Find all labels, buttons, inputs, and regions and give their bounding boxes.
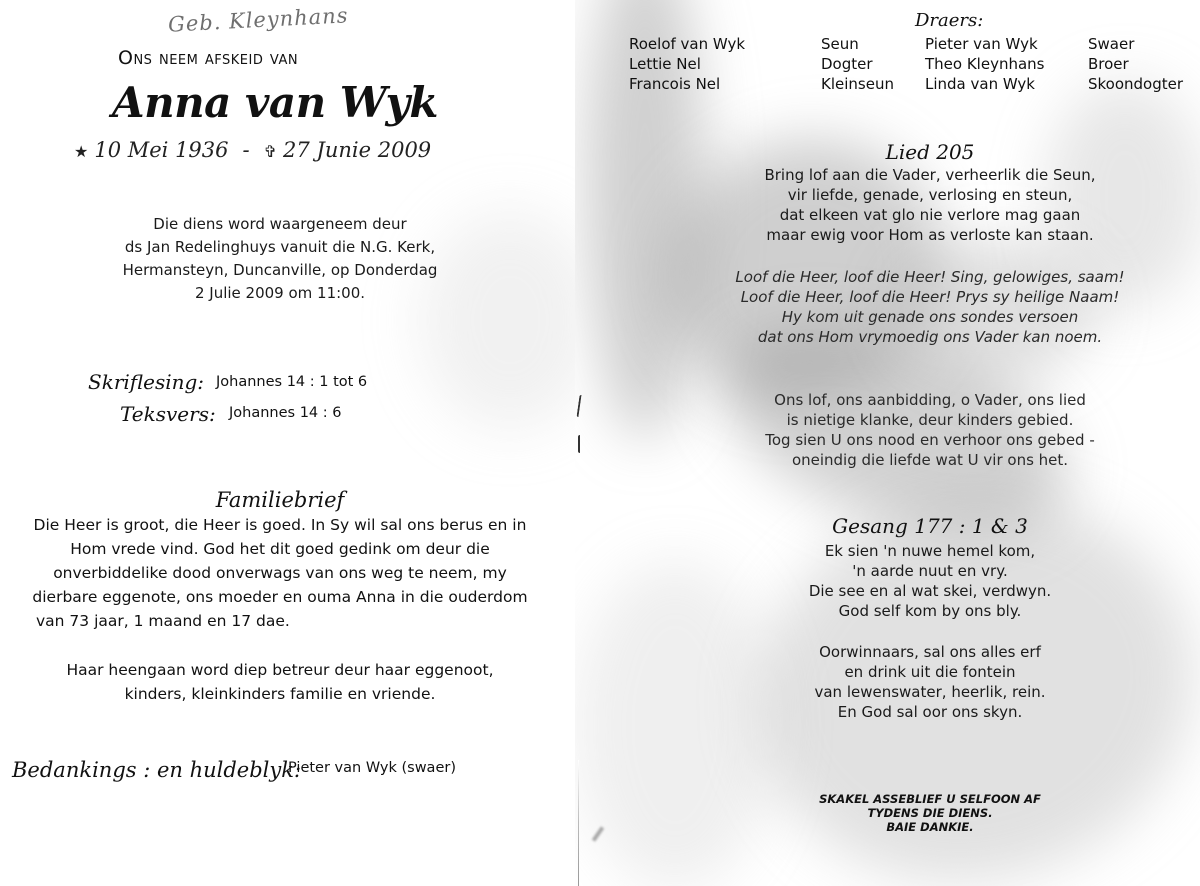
cellphone-notice bbox=[780, 792, 1080, 834]
cross-icon: ✞ bbox=[263, 142, 278, 161]
lyric-line: God self kom by ons bly. bbox=[838, 602, 1022, 620]
text-verse-label: Teksvers: bbox=[120, 402, 216, 426]
lyric-line: vir liefde, genade, verlosing en steun, bbox=[787, 186, 1073, 204]
pallbearer-name: Linda van Wyk bbox=[925, 75, 1035, 93]
hymn-1-chorus bbox=[690, 267, 1170, 347]
hymn-1-verse-1 bbox=[700, 165, 1160, 245]
life-dates bbox=[74, 138, 431, 162]
notice-line: TYDENS DIE DIENS. bbox=[867, 806, 993, 820]
lyric-line: Ons lof, ons aanbidding, o Vader, ons lied bbox=[774, 391, 1086, 409]
service-line: Hermansteyn, Duncanville, op Donderdag bbox=[122, 261, 438, 279]
pallbearer-relation: Kleinseun bbox=[821, 75, 894, 93]
scripture-reading-label: Skriflesing: bbox=[88, 370, 205, 394]
pallbearer-name: Roelof van Wyk bbox=[629, 35, 746, 53]
lyric-line: 'n aarde nuut en vry. bbox=[852, 562, 1008, 580]
pallbearer-name: Pieter van Wyk bbox=[925, 35, 1038, 53]
lyric-line: Loof die Heer, loof die Heer! Sing, gelowiges, saam! bbox=[735, 268, 1125, 286]
hymn-2-title: Gesang 177 : 1 & 3 bbox=[832, 514, 1028, 538]
page-fold bbox=[578, 760, 579, 886]
closing-line: kinders, kleinkinders familie en vriende. bbox=[124, 685, 436, 703]
pallbearer-name: Francois Nel bbox=[629, 75, 721, 93]
lyric-line: Ek sien 'n nuwe hemel kom, bbox=[824, 542, 1036, 560]
pallbearer-relation: Dogter bbox=[821, 55, 873, 73]
family-letter-line: onverbiddelike dood onverwags van ons weg te neem, my bbox=[53, 564, 507, 582]
lyric-line: maar ewig voor Hom as verloste kan staan. bbox=[766, 226, 1094, 244]
pallbearers-title: Draers: bbox=[915, 10, 984, 31]
deceased-name: Anna van Wyk bbox=[112, 78, 439, 127]
family-letter-line: dierbare eggenote, ons moeder en ouma Anna in die ouderdom bbox=[32, 588, 528, 606]
lyric-line: En God sal oor ons skyn. bbox=[837, 703, 1023, 721]
service-line: 2 Julie 2009 om 11:00. bbox=[194, 284, 366, 302]
family-letter-line: van 73 jaar, 1 maand en 17 dae. bbox=[36, 612, 290, 630]
death-date: 27 Junie 2009 bbox=[283, 138, 432, 162]
lyric-line: en drink uit die fontein bbox=[844, 663, 1016, 681]
lyric-line: dat elkeen vat glo nie verlore mag gaan bbox=[779, 206, 1081, 224]
handwritten-note: Geb. Kleynhans bbox=[167, 3, 350, 37]
thanks-value: Pieter van Wyk (swaer) bbox=[288, 760, 456, 776]
closing-line: Haar heengaan word diep betreur deur haar eggenoot, bbox=[66, 661, 494, 679]
family-letter-body bbox=[0, 513, 560, 633]
pallbearer-relation: Swaer bbox=[1088, 35, 1135, 53]
thanks-label: Bedankings : en huldeblyk: bbox=[12, 758, 302, 782]
farewell-preheader: Ons neem afskeid van bbox=[118, 47, 299, 69]
date-separator: - bbox=[242, 138, 250, 162]
lyric-line: Die see en al wat skei, verdwyn. bbox=[808, 582, 1052, 600]
lyric-line: van lewenswater, heerlik, rein. bbox=[814, 683, 1046, 701]
hymn-2-verse-1 bbox=[740, 541, 1120, 621]
text-verse-value: Johannes 14 : 6 bbox=[229, 405, 342, 421]
notice-line: BAIE DANKIE. bbox=[886, 820, 974, 834]
scripture-reading-value: Johannes 14 : 1 tot 6 bbox=[216, 374, 368, 390]
birth-date: 10 Mei 1936 bbox=[94, 138, 229, 162]
text-verse bbox=[120, 402, 216, 426]
lyric-line: Tog sien U ons nood en verhoor ons gebed - bbox=[765, 431, 1095, 449]
pallbearer-name: Lettie Nel bbox=[629, 55, 701, 73]
fold-mark bbox=[578, 435, 582, 453]
service-line: Die diens word waargeneem deur bbox=[153, 215, 407, 233]
thanks-label-wrap bbox=[12, 758, 301, 782]
service-details bbox=[70, 213, 490, 305]
family-letter-line: Die Heer is groot, die Heer is goed. In Sy wil sal ons berus en in bbox=[33, 516, 527, 534]
notice-line: SKAKEL ASSEBLIEF U SELFOON AF bbox=[819, 792, 1041, 806]
hymn-2-verse-2 bbox=[740, 642, 1120, 722]
lyric-line: Bring lof aan die Vader, verheerlik die Seun, bbox=[764, 166, 1096, 184]
pallbearer-relation: Broer bbox=[1088, 55, 1129, 73]
pallbearer-name: Theo Kleynhans bbox=[925, 55, 1045, 73]
hymn-1-title: Lied 205 bbox=[885, 140, 975, 164]
left-page bbox=[0, 0, 575, 886]
lyric-line: dat ons Hom vrymoedig ons Vader kan noem. bbox=[757, 328, 1103, 346]
family-letter-line: Hom vrede vind. God het dit goed gedink om deur die bbox=[70, 540, 490, 558]
lyric-line: Loof die Heer, loof die Heer! Prys sy heilige Naam! bbox=[740, 288, 1120, 306]
family-letter-title: Familiebrief bbox=[215, 488, 345, 512]
service-line: ds Jan Redelinghuys vanuit die N.G. Kerk, bbox=[124, 238, 436, 256]
scripture-reading bbox=[88, 370, 204, 394]
lyric-line: is nietige klanke, deur kinders gebied. bbox=[786, 411, 1074, 429]
lyric-line: Hy kom uit genade ons sondes versoen bbox=[781, 308, 1079, 326]
pallbearer-relation: Seun bbox=[821, 35, 859, 53]
star-icon: ★ bbox=[74, 142, 89, 161]
family-letter-closing bbox=[0, 658, 560, 706]
pallbearer-relation: Skoondogter bbox=[1088, 75, 1184, 93]
lyric-line: oneindig die liefde wat U vir ons het. bbox=[791, 451, 1069, 469]
lyric-line: Oorwinnaars, sal ons alles erf bbox=[819, 643, 1041, 661]
hymn-1-verse-2 bbox=[700, 390, 1160, 470]
